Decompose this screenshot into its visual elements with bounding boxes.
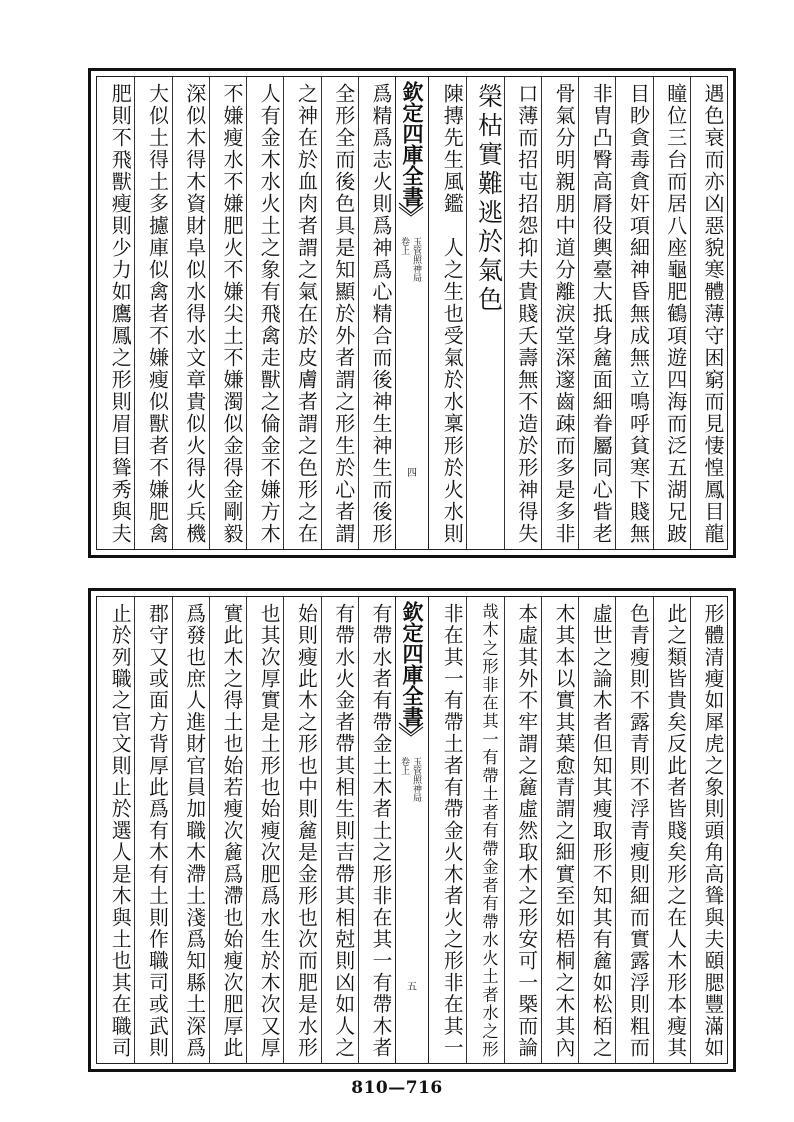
column-rule	[358, 597, 359, 1063]
text-column: 目眇貪毒貪奸項細神昏無成無立鳴呼貧寒下賤無	[626, 83, 651, 545]
top-page-frame	[88, 68, 736, 558]
text-column: 不嫌瘦水不嫌肥火不嫌尖土不嫌濁似金得金剛毅	[220, 83, 244, 545]
text-column: 實此木之得土也始若瘦次麄爲滯也始瘦次肥厚此	[220, 603, 243, 1059]
spine-book-title: 玉管照神局	[411, 757, 421, 802]
bottom-page-text-area	[96, 596, 728, 1064]
text-column: 口薄而招屯招怨抑夫貴賤夭壽無不造於形神得失	[514, 83, 539, 545]
text-column: 非胄凸臀高脣役輿臺大抵身麄面細眷屬同心眥老	[589, 83, 614, 545]
column-rule	[134, 597, 135, 1063]
column-rule	[653, 597, 654, 1063]
bottom-page-frame	[88, 588, 736, 1072]
top-page-text-area	[96, 76, 728, 550]
column-rule	[358, 77, 359, 549]
spine-title: 欽定四庫全書	[400, 81, 425, 207]
text-column: 也其次厚實是土形也始瘦次肥爲水生於木次又厚	[257, 603, 281, 1059]
column-rule	[690, 597, 691, 1063]
text-column: 榮枯實難逃於氣色	[474, 83, 504, 315]
spine-title: 欽定四庫全書	[400, 601, 425, 727]
page-number: 810—716	[351, 1078, 443, 1098]
fish-tail-mark-icon	[398, 201, 424, 217]
text-column: 有帶水者有帶金土木者土之形非在其一有帶木者	[369, 603, 392, 1059]
column-rule	[134, 77, 135, 549]
column-rule	[541, 597, 542, 1063]
text-column: 非在其一有帶土者有帶金火木者火之形非在其一	[440, 603, 464, 1059]
column-rule	[466, 77, 467, 549]
fish-tail-mark-icon	[398, 721, 424, 737]
text-column: 遇色衰而亦凶惡貌寒體薄守困窮而見悽惶鳳目龍	[701, 83, 725, 545]
text-column: 之神在於血肉者謂之氣在於皮膚者謂之色形之在	[294, 83, 319, 545]
text-column: 瞳位三台而居八座龜肥鶴項遊四海而泛五湖兄跛	[663, 83, 688, 545]
text-column: 陳摶先生風鑑 人之生也受氣於水稟形於火水則	[440, 83, 465, 545]
text-column: 骨氣分明親朋中道分離淚堂深邃齒疎而多是多非	[552, 83, 576, 545]
column-rule	[504, 77, 505, 549]
spine-page-number: 五	[407, 982, 417, 993]
spine-column	[395, 597, 429, 1063]
text-column: 郡守又或面方背厚此爲有木有土則作職司或武則	[145, 603, 169, 1059]
column-rule	[321, 77, 322, 549]
column-rule	[172, 77, 173, 549]
column-rule	[578, 597, 579, 1063]
column-rule	[246, 77, 247, 549]
text-column: 大似土得土多攄庫似禽者不嫌瘦似獸者不嫌肥禽	[145, 83, 170, 545]
text-column: 本虛其外不牢謂之麄虛然取木之形安可一槩而論	[514, 603, 538, 1059]
text-column: 始則瘦此木之形也中則麄是金形也次而肥是水形	[294, 603, 318, 1059]
column-rule	[172, 597, 173, 1063]
text-column: 有帶水火金者帶其相生則吉帶其相尅則凶如人之	[331, 603, 355, 1059]
column-rule	[321, 597, 322, 1063]
column-rule	[283, 77, 284, 549]
text-column: 爲發也庶人進財官員加職木滯土淺爲知縣土深爲	[182, 603, 206, 1059]
column-rule	[690, 77, 691, 549]
text-column: 全形全而後色具是知顯於外者謂之形生於心者謂	[331, 83, 356, 545]
spine-volume: 卷上	[399, 757, 409, 775]
column-rule	[504, 597, 505, 1063]
column-rule	[615, 597, 616, 1063]
text-column: 色青瘦則不露青則不浮青瘦則細而實露浮則粗而	[626, 603, 650, 1059]
text-column: 人有金木水火土之象有飛禽走獸之倫金不嫌方木	[257, 83, 282, 545]
spine-column	[395, 77, 429, 549]
text-column: 止於列職之官文則止於選人是木與土也其在職司	[108, 603, 132, 1059]
text-column: 木其本以實其葉愈青謂之細實至如梧桐之木其內	[552, 603, 575, 1059]
text-column: 此之類皆貴矣反此者皆賤矣形之在人木形本瘦其	[663, 603, 687, 1059]
column-rule	[653, 77, 654, 549]
text-column: 爲精爲志火則爲神爲心精合而後神生神生而後形	[369, 83, 393, 545]
text-column: 肥則不飛獸瘦則少力如鷹鳳之形則眉目聳秀與夫	[108, 83, 133, 545]
column-rule	[615, 77, 616, 549]
column-rule	[209, 597, 210, 1063]
text-column: 形體清瘦如犀虎之象則頭角高聳與夫頤腮豐滿如	[701, 603, 724, 1059]
column-rule	[283, 597, 284, 1063]
column-rule	[541, 77, 542, 549]
column-rule	[246, 597, 247, 1063]
text-column: 深似木得木資財阜似水得水文章貴似火得火兵機	[182, 83, 207, 545]
column-rule	[466, 597, 467, 1063]
column-rule	[578, 77, 579, 549]
spine-page-number: 四	[407, 468, 417, 479]
text-column: 虛世之論木者但知其瘦取形不知其有麄如松栢之	[589, 603, 613, 1059]
spine-volume: 卷上	[399, 237, 409, 255]
spine-book-title: 玉管照神局	[411, 237, 421, 282]
column-rule	[209, 77, 210, 549]
text-column: 哉木之形非在其一有帶土者有帶金者有帶水火土者水之形	[479, 603, 499, 1059]
